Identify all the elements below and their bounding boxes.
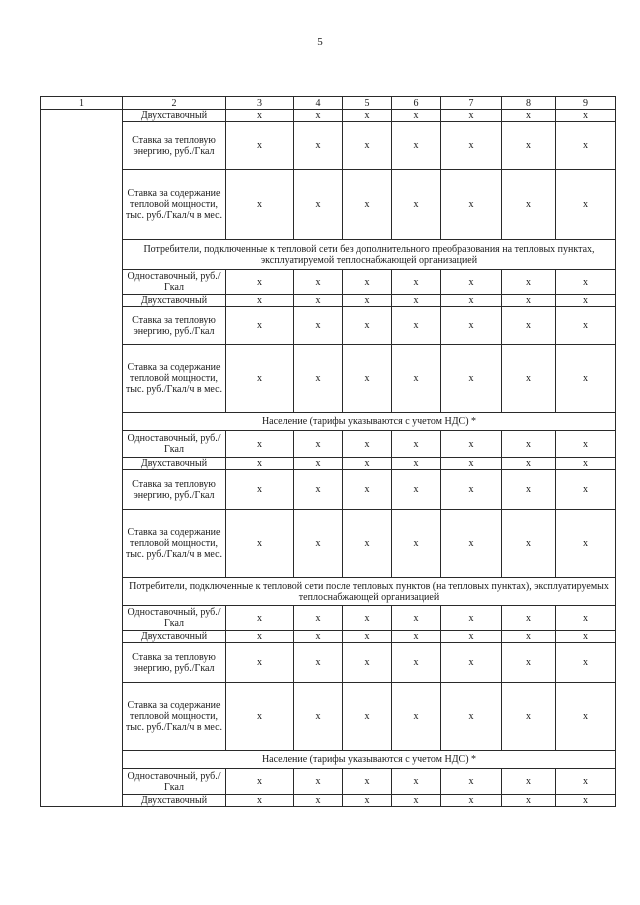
table-row	[41, 170, 616, 240]
section-header-row	[41, 240, 616, 270]
x-mark-cell: x	[556, 295, 616, 307]
tariff-label: Двухставочный	[123, 631, 226, 643]
section-header-row	[41, 751, 616, 769]
x-mark-cell: x	[226, 683, 294, 751]
tariff-label: Двухставочный	[123, 458, 226, 470]
x-mark-cell: x	[441, 122, 502, 170]
x-mark-cell: x	[392, 769, 441, 795]
x-mark-cell: x	[343, 458, 392, 470]
x-mark-cell: x	[556, 795, 616, 807]
table-body	[41, 97, 616, 807]
x-mark-cell: x	[441, 643, 502, 683]
x-mark-cell: x	[343, 795, 392, 807]
x-mark-cell: x	[226, 431, 294, 458]
x-mark-cell: x	[502, 431, 556, 458]
tariff-label: Одноставочный, руб./Гкал	[123, 606, 226, 631]
x-mark-cell: x	[392, 431, 441, 458]
x-mark-cell: x	[502, 470, 556, 510]
x-mark-cell: x	[294, 307, 343, 345]
tariff-label: Ставка за содержание тепловой мощности, тыс. руб./Гкал/ч в мес.	[123, 345, 226, 413]
x-mark-cell: x	[392, 606, 441, 631]
column-header: 2	[123, 97, 226, 110]
x-mark-cell: x	[343, 307, 392, 345]
x-mark-cell: x	[226, 769, 294, 795]
column-header: 8	[502, 97, 556, 110]
column-header: 1	[41, 97, 123, 110]
x-mark-cell: x	[502, 643, 556, 683]
x-mark-cell: x	[502, 307, 556, 345]
tariff-label: Ставка за тепловую энергию, руб./Гкал	[123, 122, 226, 170]
x-mark-cell: x	[392, 307, 441, 345]
page-number: 5	[317, 36, 323, 48]
table-row	[41, 510, 616, 578]
tariff-label: Ставка за тепловую энергию, руб./Гкал	[123, 470, 226, 510]
tariff-label: Ставка за содержание тепловой мощности, тыс. руб./Гкал/ч в мес.	[123, 683, 226, 751]
tariff-label: Одноставочный, руб./Гкал	[123, 270, 226, 295]
x-mark-cell: x	[392, 345, 441, 413]
x-mark-cell: x	[343, 631, 392, 643]
table-row	[41, 270, 616, 295]
x-mark-cell: x	[441, 270, 502, 295]
x-mark-cell: x	[441, 458, 502, 470]
x-mark-cell: x	[294, 458, 343, 470]
column-header: 7	[441, 97, 502, 110]
column-header: 5	[343, 97, 392, 110]
tariff-label: Ставка за содержание тепловой мощности, тыс. руб./Гкал/ч в мес.	[123, 510, 226, 578]
x-mark-cell: x	[226, 270, 294, 295]
x-mark-cell: x	[343, 606, 392, 631]
x-mark-cell: x	[226, 307, 294, 345]
x-mark-cell: x	[556, 270, 616, 295]
section-header-row	[41, 578, 616, 606]
x-mark-cell: x	[226, 470, 294, 510]
x-mark-cell: x	[441, 470, 502, 510]
x-mark-cell: x	[294, 631, 343, 643]
x-mark-cell: x	[441, 110, 502, 122]
x-mark-cell: x	[502, 795, 556, 807]
section-header-row	[41, 413, 616, 431]
x-mark-cell: x	[392, 631, 441, 643]
x-mark-cell: x	[556, 110, 616, 122]
x-mark-cell: x	[392, 295, 441, 307]
x-mark-cell: x	[392, 510, 441, 578]
x-mark-cell: x	[441, 307, 502, 345]
x-mark-cell: x	[294, 270, 343, 295]
x-mark-cell: x	[294, 431, 343, 458]
x-mark-cell: x	[343, 510, 392, 578]
x-mark-cell: x	[226, 122, 294, 170]
x-mark-cell: x	[226, 510, 294, 578]
x-mark-cell: x	[441, 606, 502, 631]
table-row	[41, 643, 616, 683]
x-mark-cell: x	[343, 345, 392, 413]
x-mark-cell: x	[556, 769, 616, 795]
x-mark-cell: x	[441, 431, 502, 458]
x-mark-cell: x	[556, 606, 616, 631]
column-1-merged-cell	[41, 110, 123, 807]
x-mark-cell: x	[502, 458, 556, 470]
x-mark-cell: x	[343, 470, 392, 510]
tariff-label: Двухставочный	[123, 795, 226, 807]
x-mark-cell: x	[392, 170, 441, 240]
x-mark-cell: x	[441, 631, 502, 643]
table-row	[41, 110, 616, 122]
x-mark-cell: x	[502, 345, 556, 413]
column-header: 6	[392, 97, 441, 110]
table-row	[41, 683, 616, 751]
x-mark-cell: x	[343, 295, 392, 307]
x-mark-cell: x	[226, 170, 294, 240]
x-mark-cell: x	[392, 683, 441, 751]
x-mark-cell: x	[502, 270, 556, 295]
x-mark-cell: x	[294, 769, 343, 795]
section-header: Население (тарифы указываются с учетом НДС) *	[123, 751, 616, 769]
x-mark-cell: x	[556, 345, 616, 413]
x-mark-cell: x	[226, 458, 294, 470]
x-mark-cell: x	[502, 295, 556, 307]
x-mark-cell: x	[343, 270, 392, 295]
tariff-label: Ставка за тепловую энергию, руб./Гкал	[123, 307, 226, 345]
x-mark-cell: x	[226, 643, 294, 683]
section-header: Потребители, подключенные к тепловой сети без дополнительного преобразования на тепловых пунктах, эксплуатируемой теплоснабжающей организацией	[123, 240, 616, 270]
x-mark-cell: x	[502, 631, 556, 643]
tariff-label: Двухставочный	[123, 295, 226, 307]
x-mark-cell: x	[502, 110, 556, 122]
tariff-label: Двухставочный	[123, 110, 226, 122]
x-mark-cell: x	[556, 631, 616, 643]
table-row	[41, 769, 616, 795]
table-row	[41, 345, 616, 413]
column-header: 9	[556, 97, 616, 110]
x-mark-cell: x	[556, 510, 616, 578]
x-mark-cell: x	[502, 122, 556, 170]
x-mark-cell: x	[441, 683, 502, 751]
x-mark-cell: x	[226, 631, 294, 643]
x-mark-cell: x	[392, 110, 441, 122]
x-mark-cell: x	[294, 122, 343, 170]
x-mark-cell: x	[294, 606, 343, 631]
x-mark-cell: x	[294, 643, 343, 683]
x-mark-cell: x	[556, 683, 616, 751]
tariff-label: Одноставочный, руб./Гкал	[123, 431, 226, 458]
x-mark-cell: x	[226, 345, 294, 413]
x-mark-cell: x	[392, 470, 441, 510]
x-mark-cell: x	[294, 470, 343, 510]
x-mark-cell: x	[343, 122, 392, 170]
x-mark-cell: x	[294, 795, 343, 807]
table-row	[41, 122, 616, 170]
x-mark-cell: x	[556, 470, 616, 510]
x-mark-cell: x	[343, 683, 392, 751]
x-mark-cell: x	[226, 795, 294, 807]
tariff-label: Ставка за содержание тепловой мощности, тыс. руб./Гкал/ч в мес.	[123, 170, 226, 240]
x-mark-cell: x	[392, 795, 441, 807]
x-mark-cell: x	[294, 170, 343, 240]
x-mark-cell: x	[556, 307, 616, 345]
section-header: Потребители, подключенные к тепловой сети после тепловых пунктов (на тепловых пунктах), эксплуатируемых теплоснабжающей организацией	[123, 578, 616, 606]
x-mark-cell: x	[556, 431, 616, 458]
x-mark-cell: x	[392, 122, 441, 170]
x-mark-cell: x	[392, 643, 441, 683]
column-header: 3	[226, 97, 294, 110]
table-row	[41, 606, 616, 631]
x-mark-cell: x	[502, 170, 556, 240]
x-mark-cell: x	[294, 345, 343, 413]
x-mark-cell: x	[343, 431, 392, 458]
x-mark-cell: x	[502, 510, 556, 578]
header-row	[41, 97, 616, 110]
x-mark-cell: x	[441, 345, 502, 413]
x-mark-cell: x	[556, 122, 616, 170]
table-row	[41, 470, 616, 510]
x-mark-cell: x	[343, 110, 392, 122]
tariff-table	[40, 96, 616, 807]
x-mark-cell: x	[441, 295, 502, 307]
x-mark-cell: x	[294, 110, 343, 122]
x-mark-cell: x	[294, 683, 343, 751]
x-mark-cell: x	[226, 606, 294, 631]
table-row	[41, 631, 616, 643]
table-row	[41, 307, 616, 345]
x-mark-cell: x	[294, 295, 343, 307]
table-row	[41, 295, 616, 307]
x-mark-cell: x	[226, 295, 294, 307]
x-mark-cell: x	[392, 270, 441, 295]
x-mark-cell: x	[226, 110, 294, 122]
table-row	[41, 458, 616, 470]
x-mark-cell: x	[343, 769, 392, 795]
x-mark-cell: x	[556, 170, 616, 240]
x-mark-cell: x	[441, 795, 502, 807]
x-mark-cell: x	[556, 643, 616, 683]
column-header: 4	[294, 97, 343, 110]
x-mark-cell: x	[294, 510, 343, 578]
x-mark-cell: x	[502, 769, 556, 795]
x-mark-cell: x	[343, 170, 392, 240]
x-mark-cell: x	[556, 458, 616, 470]
x-mark-cell: x	[441, 510, 502, 578]
section-header: Население (тарифы указываются с учетом НДС) *	[123, 413, 616, 431]
table-row	[41, 795, 616, 807]
tariff-label: Одноставочный, руб./Гкал	[123, 769, 226, 795]
x-mark-cell: x	[441, 769, 502, 795]
x-mark-cell: x	[392, 458, 441, 470]
x-mark-cell: x	[343, 643, 392, 683]
x-mark-cell: x	[502, 606, 556, 631]
table-row	[41, 431, 616, 458]
x-mark-cell: x	[502, 683, 556, 751]
x-mark-cell: x	[441, 170, 502, 240]
tariff-label: Ставка за тепловую энергию, руб./Гкал	[123, 643, 226, 683]
